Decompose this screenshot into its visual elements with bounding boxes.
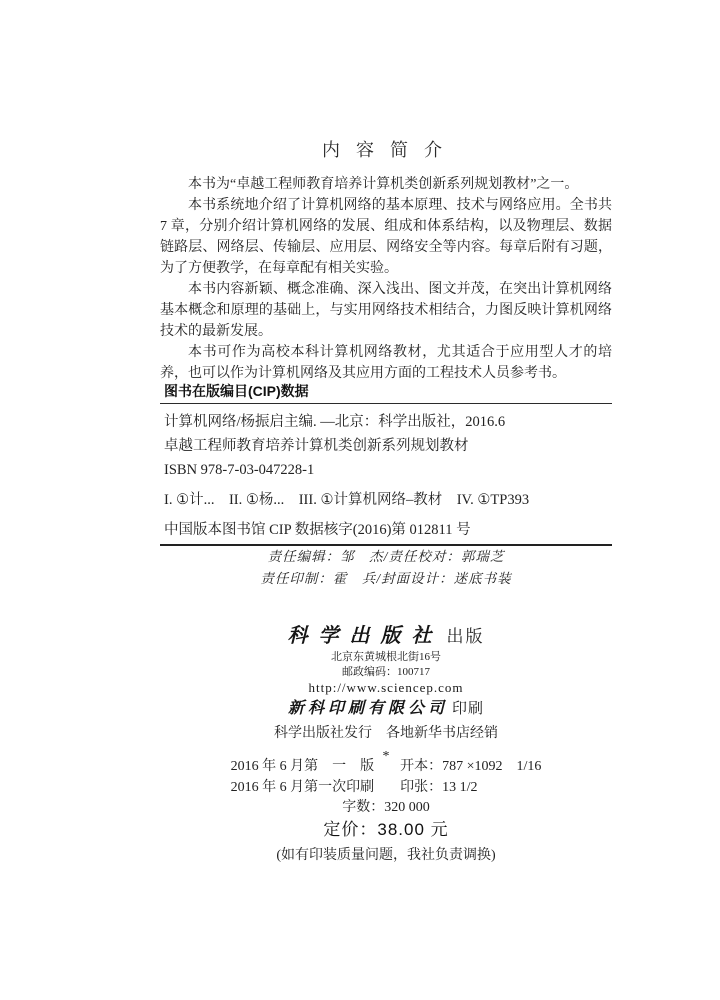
printing-section [160, 756, 612, 866]
publisher-section [160, 624, 612, 766]
publisher-name-line [160, 624, 612, 650]
intro-section [160, 136, 612, 384]
price: 定价：38.00 元 [323, 820, 449, 839]
impression-line: 2016 年 6 月第一次印刷 印张：13 1/2 [230, 780, 478, 795]
printer-suffix: 印刷 [452, 701, 485, 717]
printer-line [160, 698, 612, 720]
cip-title-line: 计算机网络/杨振启主编. —北京：科学出版社，2016.6 [164, 414, 506, 430]
cip-registry-line: 中国版本图书馆 CIP 数据核字(2016)第 012811 号 [164, 522, 471, 538]
publisher-postal-code: 邮政编码：100717 [342, 666, 430, 678]
printer-name: 新科印刷有限公司 [287, 700, 448, 717]
cip-classification-line: I. ①计... II. ①杨... III. ①计算机网络–教材 IV. ①TP393 [164, 492, 530, 508]
intro-paragraph: 本书系统地介绍了计算机网络的基本原理、技术与网络应用。全书共 7 章，分别介绍计算机网络的发展、组成和体系结构，以及物理层、数据链路层、网络层、传输层、应用层、网络安全等内容。每章后附有习题，为了方便教学，在每章配有相关实验。 [160, 198, 612, 276]
edition-block [231, 756, 542, 798]
word-count: 字数：320 000 [342, 800, 430, 815]
format-spec: 开本：787 ×1092 1/16 [400, 759, 542, 774]
publisher-address: 北京东黄城根北街16号 [331, 651, 441, 663]
staff-section [160, 546, 612, 590]
publisher-name-suffix: 出版 [446, 627, 485, 646]
sheets-spec: 印张：13 1/2 [400, 780, 478, 795]
cip-isbn-line: ISBN 978-7-03-047228-1 [164, 462, 315, 478]
asterisk-separator: * [382, 749, 390, 764]
cip-series-line: 卓越工程师教育培养计算机类创新系列规划教材 [164, 438, 469, 454]
staff-printing-line: 责任印制：霍 兵/封面设计：迷底书装 [260, 571, 512, 586]
intro-paragraph: 本书内容新颖、概念准确、深入浅出、图文并茂，在突出计算机网络基本概念和原理的基础上，与实用网络技术相结合，力图反映计算机网络技术的最新发展。 [160, 282, 612, 339]
edition-line: 2016 年 6 月第 一 版 开本：787 ×1092 1/16 [230, 759, 542, 774]
page-title: 内容简介 [322, 140, 458, 160]
quality-notice: (如有印装质量问题，我社负责调换) [276, 848, 496, 863]
distribution-line: 科学出版社发行 各地新华书店经销 [274, 726, 498, 741]
cip-header: 图书在版编目(CIP)数据 [164, 383, 309, 399]
intro-paragraph: 本书可作为高校本科计算机网络教材，尤其适合于应用型人才的培养，也可以作为计算机网络及其应用方面的工程技术人员参考书。 [160, 345, 612, 381]
publisher-name: 科学出版社 [287, 625, 443, 647]
cip-top-divider [160, 403, 612, 404]
cip-section [160, 382, 612, 546]
publisher-website: http://www.sciencep.com [308, 680, 464, 695]
staff-editors-line: 责任编辑：邹 杰/责任校对：郭瑞芝 [267, 549, 505, 564]
intro-paragraph: 本书为“卓越工程师教育培养计算机类创新系列规划教材”之一。 [188, 177, 579, 192]
